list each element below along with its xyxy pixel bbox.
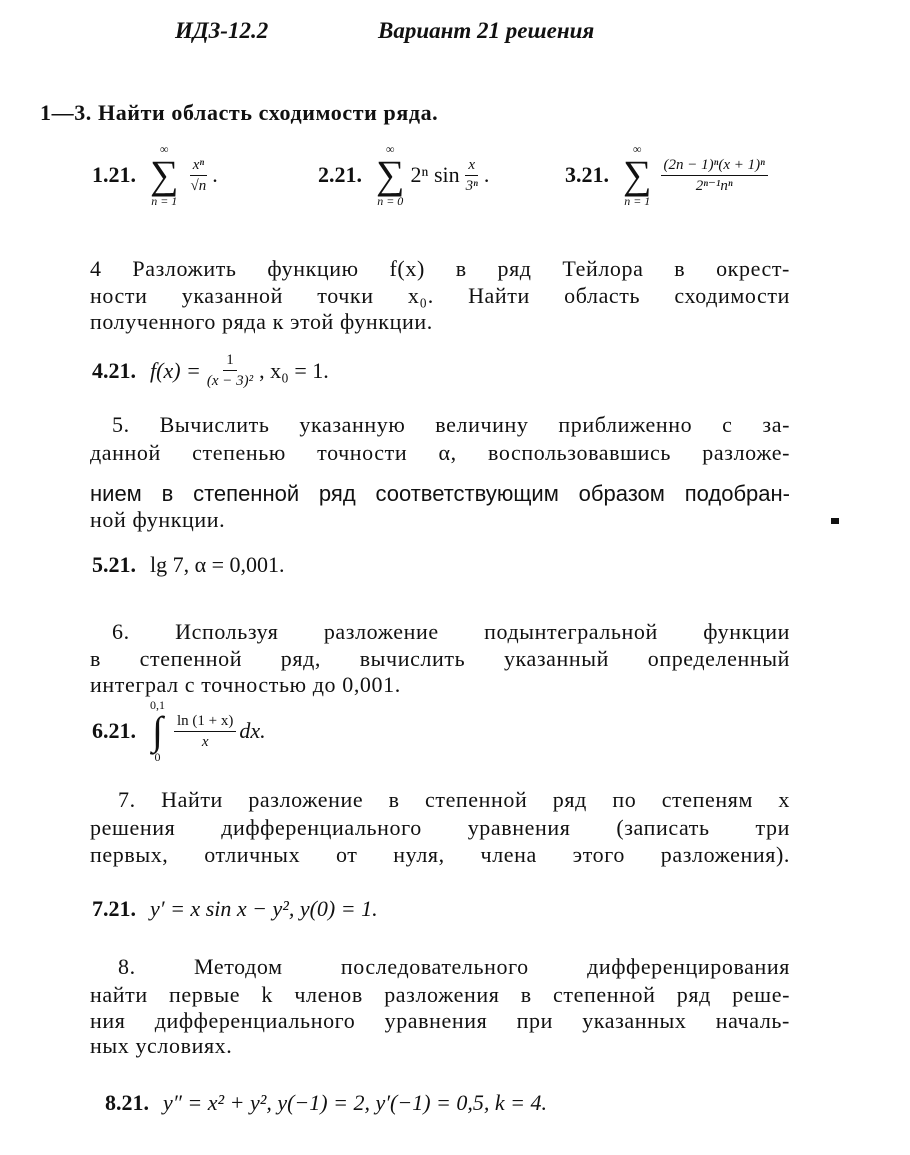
task-7-line: первых, отличных от нуля, члена этого разложения). [90, 842, 790, 867]
sum-upper: ∞ [632, 142, 642, 156]
task-6-line: 6. Используя разложение подынтегральной функции [112, 619, 790, 644]
task-8-line: найти первые k членов разложения в степенной ряд реше- [90, 982, 790, 1007]
problem-number: 2.21. [318, 162, 362, 187]
scan-artifact [831, 518, 839, 524]
formula-1-21: 1.21. ∞ ∑ n = 1 $\frac{\text{xⁿ}}{√n}$ . [92, 142, 218, 208]
task-7-line: решения дифференциального уравнения (записать три [90, 815, 790, 840]
tail: dx. [239, 718, 266, 743]
problem-number: 3.21. [565, 162, 609, 187]
denominator: (x − 3)² [206, 373, 254, 389]
task-5-line: ной функции. [90, 507, 226, 532]
problem-number: 8.21. [105, 1090, 149, 1115]
integral-upper: 0,1 [150, 698, 165, 712]
problem-number: 1.21. [92, 162, 136, 187]
task-8-line: 8. Методом последовательного дифференцирования [118, 954, 790, 979]
formula-8-21 [105, 1090, 547, 1116]
tail: . [483, 162, 490, 187]
formula-3-21: 3.21. ∞ ∑ n = 1 $\frac{\text{(2n − 1)ⁿ(x + 1)ⁿ}}{\text{2ⁿ⁻¹nⁿ}}$ [565, 142, 771, 208]
sum-upper: ∞ [385, 142, 395, 156]
expr: lg 7, α = 0,001. [150, 552, 285, 577]
problem-number: 6.21. [92, 718, 136, 743]
sum-upper: ∞ [159, 142, 169, 156]
numerator: xⁿ [190, 155, 207, 176]
task-5-line: 5. Вычислить указанную величину приближенно с за- [112, 412, 790, 437]
formula-6-21 [92, 698, 266, 764]
numerator: ln (1 + x) [174, 711, 236, 732]
task-4-line: ности указанной точки x₀. Найти область сходимости [90, 283, 790, 308]
task-5-line: данной степенью точности α, воспользовавшись разложе- [90, 440, 790, 465]
problem-number: 7.21. [92, 896, 136, 921]
sum-lower: n = 1 [624, 194, 651, 208]
task-6-line: интеграл с точностью до 0,001. [90, 672, 401, 697]
numerator: 1 [223, 350, 237, 371]
expr: f(x) = [150, 357, 201, 383]
numerator: (2n − 1)ⁿ(x + 1)ⁿ [661, 155, 768, 176]
expr: 2ⁿ sin [410, 162, 460, 187]
denominator: √n [190, 177, 207, 194]
formula-7-21 [92, 896, 378, 922]
tail: , x₀ = 1. [259, 357, 329, 383]
numerator: x [465, 155, 478, 176]
problem-number: 4.21. [92, 357, 136, 383]
tail: . [212, 162, 218, 187]
expr: y″ = x² + y², y(−1) = 2, y′(−1) = 0,5, k = 4. [163, 1090, 547, 1115]
task-5-line: нием в степенной ряд соответствующим образом подобран- [90, 481, 790, 506]
formula-5-21 [92, 552, 285, 578]
task-4-line: 4 Разложить функцию f(x) в ряд Тейлора в окрест- [90, 256, 790, 281]
expr: y′ = x sin x − y², y(0) = 1. [150, 896, 378, 921]
doc-title: Вариант 21 решения [378, 18, 595, 43]
integral-sign: ∫ [152, 708, 163, 753]
doc-id: ИДЗ-12.2 [175, 18, 269, 43]
denominator: 3ⁿ [465, 177, 478, 194]
problem-number: 5.21. [92, 552, 136, 577]
task-8-line: ния дифференциального уравнения при указанных началь- [90, 1008, 790, 1033]
sum-lower: n = 0 [377, 194, 404, 208]
denominator: x [201, 733, 209, 750]
formula-2-21: 2.21. ∞ ∑ n = 0 2ⁿ sin $\frac{x}{\text{3ⁿ}}$ . [318, 142, 490, 208]
denominator: 2ⁿ⁻¹nⁿ [695, 177, 733, 194]
task-6-line: в степенной ряд, вычислить указанный определенный [90, 646, 790, 671]
task-8-line: ных условиях. [90, 1033, 233, 1058]
task-7-line: 7. Найти разложение в степенной ряд по степеням x [118, 787, 790, 812]
integral-lower: 0 [154, 750, 161, 764]
sum-lower: n = 1 [151, 194, 178, 208]
task-1-3-title: 1—3. Найти область сходимости ряда. [40, 100, 439, 125]
task-4-line: полученного ряда к этой функции. [90, 309, 433, 334]
formula-4-21 [92, 350, 329, 391]
